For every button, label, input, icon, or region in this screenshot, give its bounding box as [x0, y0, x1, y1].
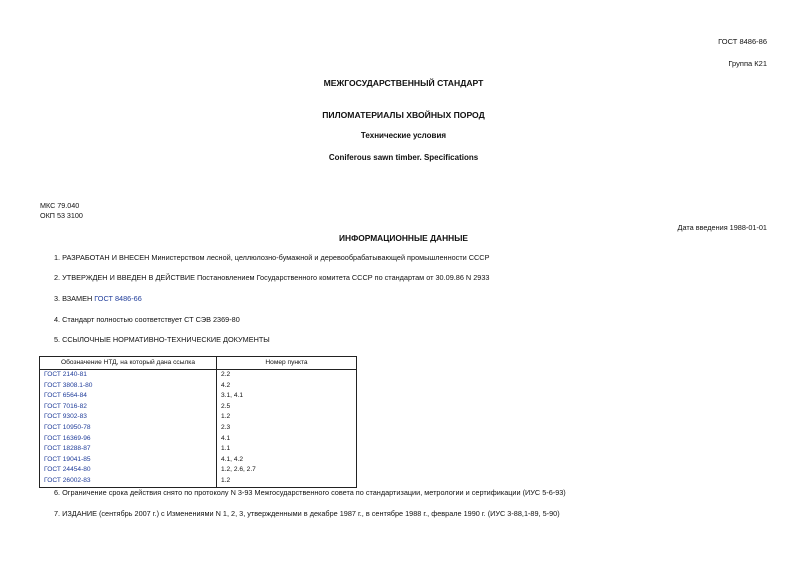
info-item-6: 6. Ограничение срока действия снято по протоколу N 3-93 Межгосударственного совета по стандартизации, метрологии и сертификации (ИУС 5-6-93) — [54, 488, 566, 497]
doc-number: ГОСТ 8486-86 — [718, 37, 767, 46]
column-header-clause: Номер пункта — [217, 357, 357, 370]
reference-doc-link[interactable]: ГОСТ 2140-81 — [40, 370, 217, 381]
standard-type: МЕЖГОСУДАРСТВЕННЫЙ СТАНДАРТ — [323, 78, 484, 88]
table-row — [40, 465, 357, 476]
reference-doc-link[interactable]: ГОСТ 16369-96 — [40, 434, 217, 445]
intro-date: Дата введения 1988-01-01 — [677, 223, 767, 232]
table-row — [40, 423, 357, 434]
info-item-5: 5. ССЫЛОЧНЫЕ НОРМАТИВНО-ТЕХНИЧЕСКИЕ ДОКУМЕНТЫ — [54, 335, 270, 344]
mks-code: МКС 79.040 — [40, 201, 80, 210]
reference-clause: 1.2 — [217, 476, 357, 487]
table-row — [40, 370, 357, 381]
reference-clause: 1.1 — [217, 444, 357, 455]
page-title: ПИЛОМАТЕРИАЛЫ ХВОЙНЫХ ПОРОД — [322, 110, 485, 120]
column-header-document: Обозначение НТД, на который дана ссылка — [40, 357, 217, 370]
info-item-1: 1. РАЗРАБОТАН И ВНЕСЕН Министерством лесной, целлюлозно-бумажной и деревообрабатывающей промышленности СССР — [54, 253, 490, 262]
table-row — [40, 412, 357, 423]
reference-doc-link[interactable]: ГОСТ 24454-80 — [40, 465, 217, 476]
reference-clause: 2.3 — [217, 423, 357, 434]
table-row — [40, 402, 357, 413]
reference-clause: 2.5 — [217, 402, 357, 413]
info-item-3 — [54, 294, 142, 303]
reference-doc-link[interactable]: ГОСТ 6564-84 — [40, 391, 217, 402]
reference-clause: 4.1, 4.2 — [217, 455, 357, 466]
reference-doc-link[interactable]: ГОСТ 10950-78 — [40, 423, 217, 434]
table-row — [40, 444, 357, 455]
reference-clause: 4.2 — [217, 381, 357, 392]
doc-group: Группа К21 — [728, 59, 767, 68]
reference-clause: 4.1 — [217, 434, 357, 445]
table-row — [40, 455, 357, 466]
info-item-3-label: 3. ВЗАМЕН — [54, 294, 95, 303]
table-header-row — [40, 357, 357, 370]
reference-doc-link[interactable]: ГОСТ 19041-85 — [40, 455, 217, 466]
table-row — [40, 381, 357, 392]
reference-clause: 2.2 — [217, 370, 357, 381]
references-table — [39, 356, 357, 488]
reference-clause: 3.1, 4.1 — [217, 391, 357, 402]
reference-doc-link[interactable]: ГОСТ 26002-83 — [40, 476, 217, 487]
reference-doc-link[interactable]: ГОСТ 3808.1-80 — [40, 381, 217, 392]
info-item-7: 7. ИЗДАНИЕ (сентябрь 2007 г.) с Изменениями N 1, 2, 3, утвержденными в декабре 1987 г., в сентябре 1988 г., феврале 1990 г. (ИУС 3-88,1-89, 5-90) — [54, 509, 560, 518]
info-item-4: 4. Стандарт полностью соответствует СТ СЭВ 2369-80 — [54, 315, 240, 324]
reference-doc-link[interactable]: ГОСТ 7016-82 — [40, 402, 217, 413]
english-title: Coniferous sawn timber. Specifications — [328, 153, 479, 162]
reference-clause: 1.2, 2.6, 2.7 — [217, 465, 357, 476]
table-row — [40, 391, 357, 402]
replaced-standard-link[interactable]: ГОСТ 8486-66 — [94, 294, 142, 303]
table-row — [40, 476, 357, 487]
table-row — [40, 434, 357, 445]
info-item-2: 2. УТВЕРЖДЕН И ВВЕДЕН В ДЕЙСТВИЕ Постановлением Государственного комитета СССР по стандартам от 30.09.86 N 2933 — [54, 273, 490, 282]
page-subtitle: Технические условия — [360, 131, 447, 140]
info-heading: ИНФОРМАЦИОННЫЕ ДАННЫЕ — [339, 233, 468, 243]
reference-doc-link[interactable]: ГОСТ 18288-87 — [40, 444, 217, 455]
reference-doc-link[interactable]: ГОСТ 9302-83 — [40, 412, 217, 423]
reference-clause: 1.2 — [217, 412, 357, 423]
okp-code: ОКП 53 3100 — [40, 211, 83, 220]
